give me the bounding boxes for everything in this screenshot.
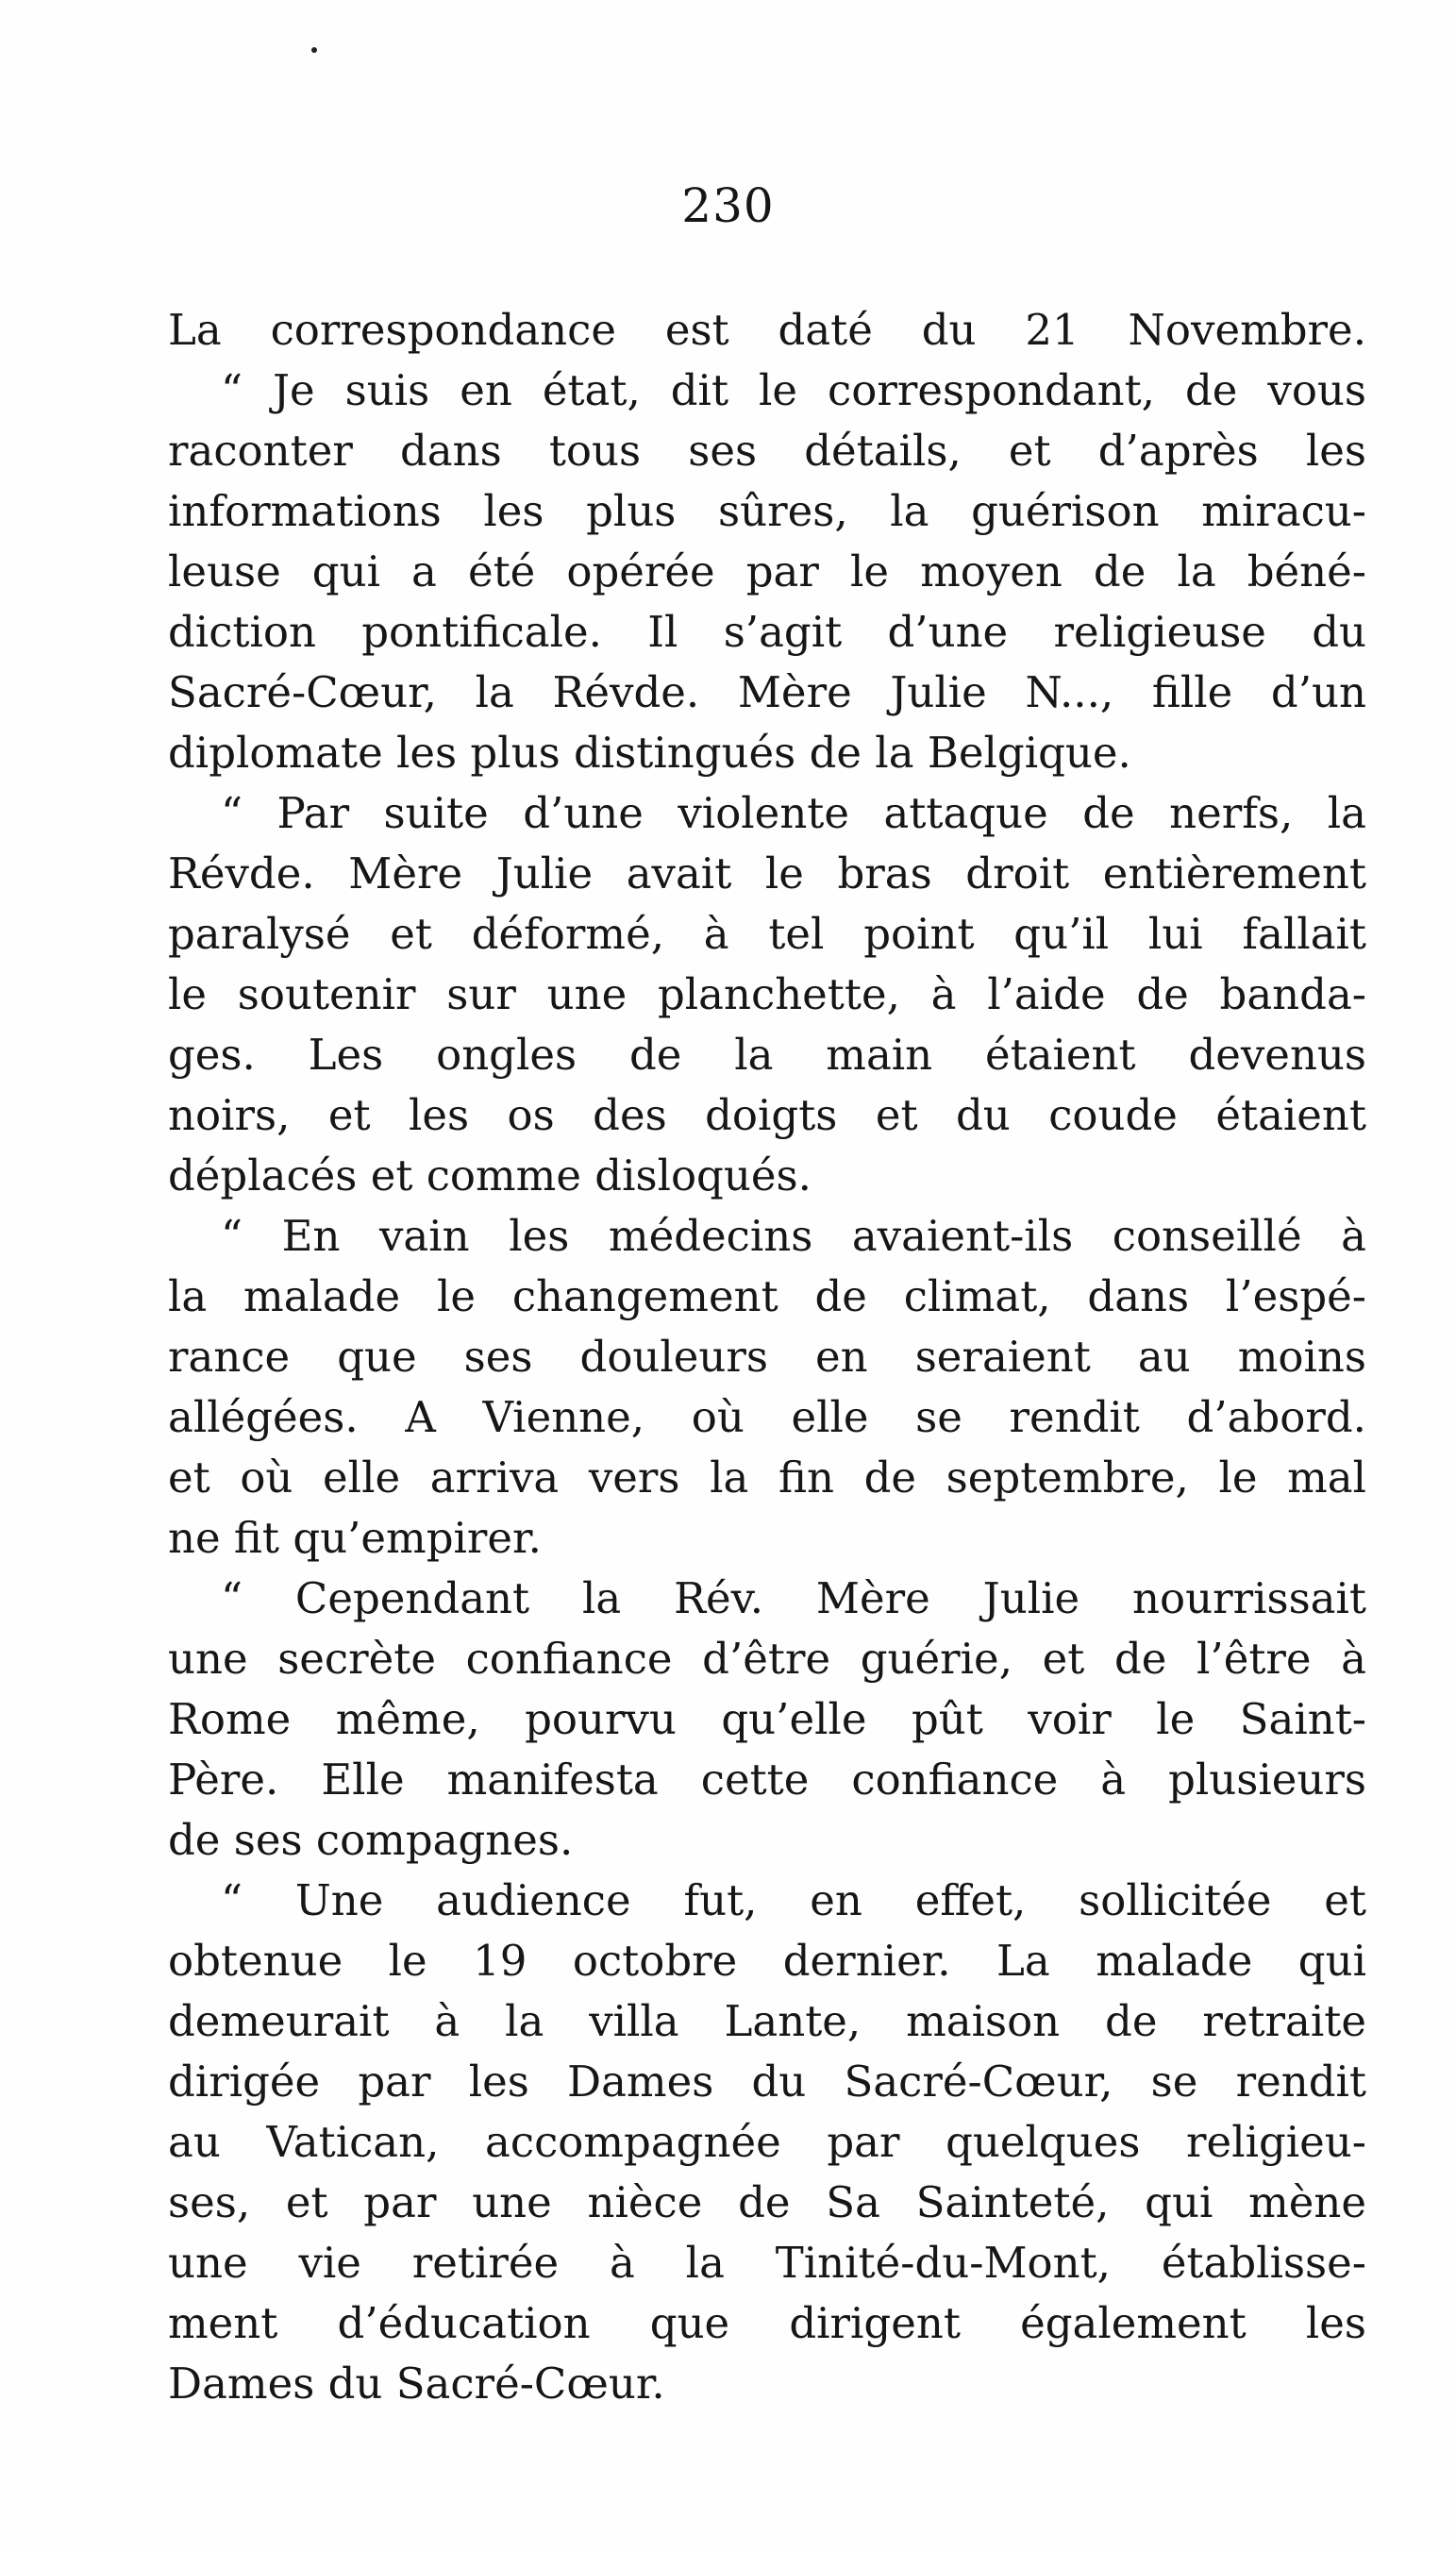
text-line: déplacés et comme disloqués. xyxy=(168,1150,812,1200)
text-line: leuse qui a été opérée par le moyen de la béné- xyxy=(168,546,1366,596)
text-line: la malade le changement de climat, dans l’espé- xyxy=(168,1271,1366,1321)
ink-speck xyxy=(311,47,317,53)
text-line: “ Cependant la Rév. Mère Julie nourrissait xyxy=(221,1573,1366,1623)
text-line: le soutenir sur une planchette, à l’aide de banda- xyxy=(168,969,1366,1019)
text-line: diction pontificale. Il s’agit d’une religieuse du xyxy=(168,607,1366,657)
text-line: ment d’éducation que dirigent également les xyxy=(168,2298,1366,2348)
text-line: diplomate les plus distingués de la Belgique. xyxy=(168,728,1131,778)
text-line: Révde. Mère Julie avait le bras droit entièrement xyxy=(168,848,1366,898)
text-line: Dames du Sacré-Cœur. xyxy=(168,2359,665,2409)
text-line: demeurait à la villa Lante, maison de retraite xyxy=(168,1996,1366,2046)
text-line: obtenue le 19 octobre dernier. La malade qui xyxy=(168,1936,1366,1986)
text-line: ges. Les ongles de la main étaient devenus xyxy=(168,1030,1366,1080)
text-line: une vie retirée à la Tinité-du-Mont, établisse- xyxy=(168,2238,1366,2288)
text-line: noirs, et les os des doigts et du coude étaient xyxy=(168,1090,1366,1140)
text-line: et où elle arriva vers la fin de septembre, le mal xyxy=(168,1452,1366,1503)
text-line: Rome même, pourvu qu’elle pût voir le Saint- xyxy=(168,1694,1366,1744)
text-line: allégées. A Vienne, où elle se rendit d’abord. xyxy=(168,1392,1366,1442)
text-line: Père. Elle manifesta cette confiance à plusieurs xyxy=(168,1754,1366,1805)
text-line: ses, et par une nièce de Sa Sainteté, qui mène xyxy=(168,2177,1366,2227)
text-line: ne fit qu’empirer. xyxy=(168,1513,542,1563)
text-line: au Vatican, accompagnée par quelques religieu- xyxy=(168,2117,1366,2167)
text-line: “ En vain les médecins avaient-ils conseillé à xyxy=(221,1211,1366,1261)
text-line: Sacré-Cœur, la Révde. Mère Julie N..., fille d’un xyxy=(168,667,1366,717)
text-line: raconter dans tous ses détails, et d’après les xyxy=(168,426,1366,476)
text-line: “ Une audience fut, en effet, sollicitée et xyxy=(221,1875,1366,1925)
text-line: “ Je suis en état, dit le correspondant, de vous xyxy=(221,365,1366,415)
page-number: 230 xyxy=(681,178,775,233)
text-line: dirigée par les Dames du Sacré-Cœur, se rendit xyxy=(168,2057,1366,2107)
text-line: rance que ses douleurs en seraient au moins xyxy=(168,1332,1366,1382)
text-line: informations les plus sûres, la guérison miracu- xyxy=(168,486,1366,536)
text-line: La correspondance est daté du 21 Novembre. xyxy=(168,305,1366,355)
text-line: une secrète confiance d’être guérie, et de l’être à xyxy=(168,1634,1366,1684)
text-line: paralysé et déformé, à tel point qu’il lui fallait xyxy=(168,909,1366,959)
body-text xyxy=(168,300,1366,2414)
text-line: de ses compagnes. xyxy=(168,1815,574,1865)
text-line: “ Par suite d’une violente attaque de nerfs, la xyxy=(221,788,1366,838)
